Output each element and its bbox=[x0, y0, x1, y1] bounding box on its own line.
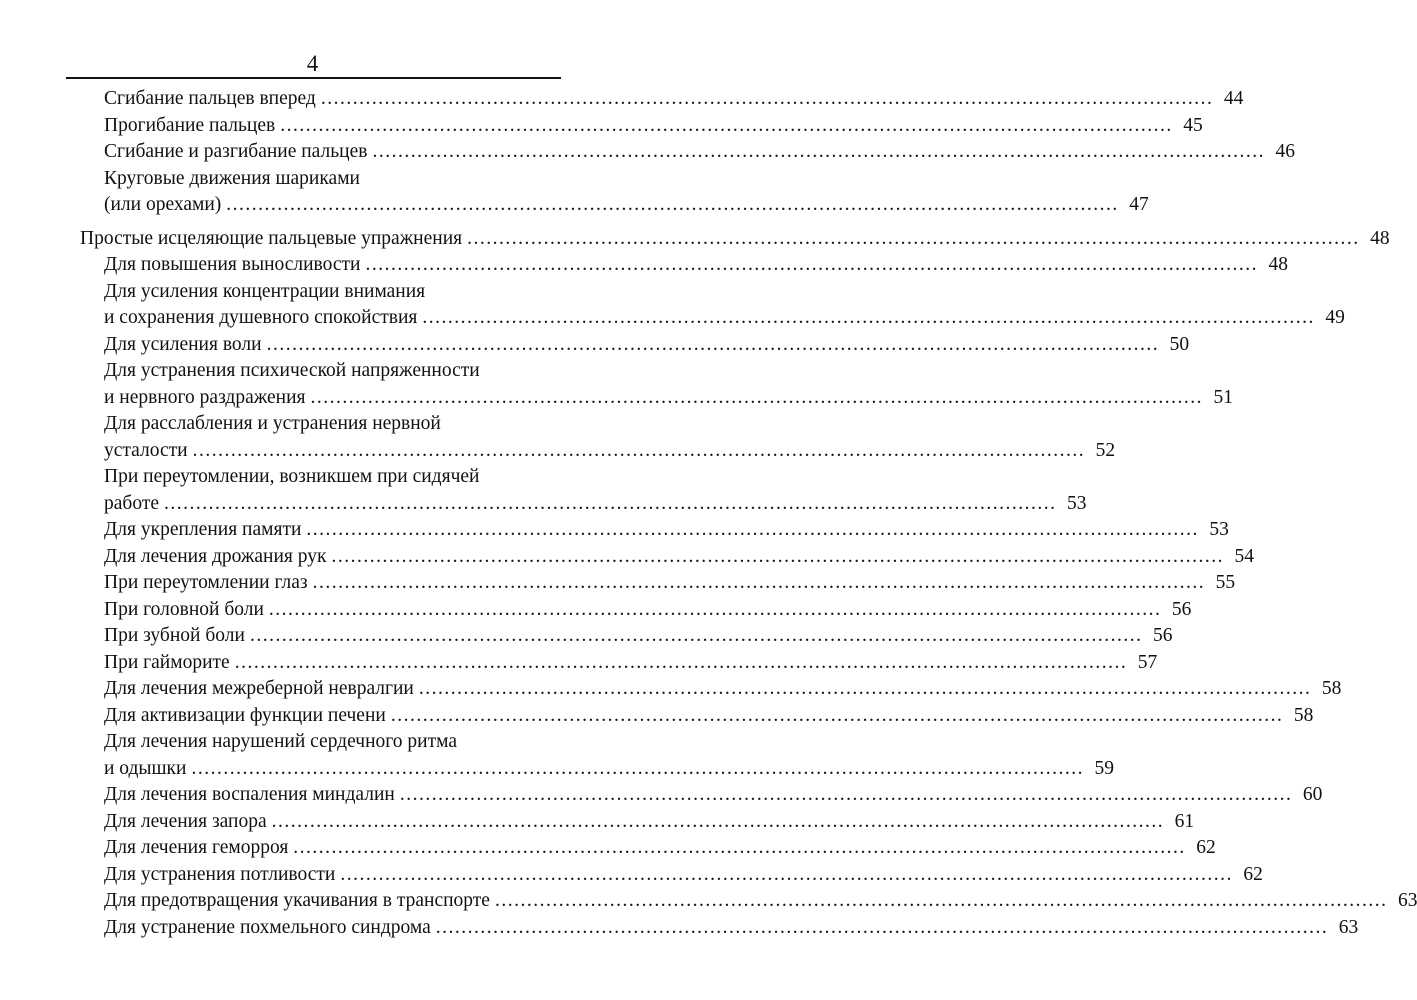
dot-leader: ............................................................................................................................................ bbox=[399, 784, 1293, 805]
toc-entry bbox=[104, 862, 1263, 889]
toc-entry-title-line: Для устранения психической напряженности bbox=[104, 360, 480, 381]
dot-leader: ............................................................................................................................................ bbox=[365, 254, 1258, 275]
dot-leader: ............................................................................................................................................ bbox=[390, 704, 1284, 726]
dot-leader: ............................................................................................................................................ bbox=[422, 307, 1315, 328]
toc-entry-title-line: При переутомлении, возникшем при сидячей bbox=[104, 466, 480, 487]
toc-entry-title-line: (или орехами) bbox=[104, 194, 222, 215]
dot-leader: ............................................................................................................................................ bbox=[320, 88, 1214, 109]
dot-leader: ............................................................................................................................................ bbox=[435, 916, 1329, 938]
toc-entry-title-line: Сгибание и разгибание пальцев bbox=[104, 141, 368, 162]
toc-entry-title-line: Для лечения геморроя bbox=[104, 837, 289, 858]
toc-entry-title-line: При головной боли bbox=[104, 598, 264, 620]
toc-page-number: 53 bbox=[1209, 519, 1229, 540]
toc-entry bbox=[104, 915, 1359, 942]
dot-leader: ............................................................................................................................................ bbox=[293, 837, 1186, 858]
toc-entry bbox=[104, 729, 1114, 782]
toc-entry bbox=[104, 166, 1149, 219]
toc-page-number: 56 bbox=[1171, 598, 1192, 620]
dot-leader: ............................................................................................................................................ bbox=[312, 572, 1206, 593]
toc-entry-title-line: Для повышения выносливости bbox=[104, 254, 361, 275]
toc-entry-title-line: При зубной боли bbox=[104, 625, 245, 646]
toc-entry bbox=[104, 517, 1229, 544]
toc-page-number: 47 bbox=[1129, 194, 1149, 215]
toc-entry-title-line: и сохранения душевного спокойствия bbox=[104, 307, 418, 328]
dot-leader: ............................................................................................................................................ bbox=[192, 439, 1086, 461]
toc-entry bbox=[104, 650, 1158, 677]
toc-entry bbox=[104, 332, 1190, 359]
dot-leader: ............................................................................................................................................ bbox=[266, 333, 1160, 355]
toc-page-number: 46 bbox=[1275, 141, 1295, 162]
dot-leader: ............................................................................................................................................ bbox=[306, 519, 1199, 540]
dot-leader: ............................................................................................................................................ bbox=[271, 810, 1165, 832]
toc-page-number: 62 bbox=[1243, 863, 1263, 885]
toc-entry-title-line: Для лечения воспаления миндалин bbox=[104, 784, 395, 805]
toc-page-number: 59 bbox=[1094, 757, 1114, 779]
dot-leader: ............................................................................................................................................ bbox=[249, 625, 1143, 646]
toc-page-number: 62 bbox=[1196, 837, 1216, 858]
toc-page-number: 57 bbox=[1137, 651, 1158, 673]
dot-leader: ............................................................................................................................................ bbox=[268, 598, 1162, 620]
toc-entry-title-line: Для лечения запора bbox=[104, 810, 267, 832]
toc-entry-title-line: Прогибание пальцев bbox=[104, 114, 276, 136]
toc-entry-title-line: Для укрепления памяти bbox=[104, 519, 302, 540]
toc-page-number: 48 bbox=[1268, 254, 1288, 275]
toc-entry bbox=[104, 279, 1345, 332]
toc-page-number: 52 bbox=[1095, 439, 1116, 461]
toc-entry-title-line: При переутомлении глаз bbox=[104, 572, 308, 593]
toc-entry bbox=[104, 703, 1314, 730]
toc-entry bbox=[104, 597, 1192, 624]
toc-entry-title-line: усталости bbox=[104, 439, 188, 461]
toc-page-number: 54 bbox=[1234, 545, 1254, 567]
toc-entry-title-line: и одышки bbox=[104, 757, 187, 779]
header-rule bbox=[66, 77, 561, 79]
toc-page-number: 63 bbox=[1397, 890, 1417, 911]
dot-leader: ............................................................................................................................................ bbox=[331, 545, 1224, 567]
toc-entry bbox=[104, 570, 1236, 597]
toc-entry-title-line: Сгибание пальцев вперед bbox=[104, 88, 316, 109]
toc-entry-title-line: Для усиления воли bbox=[104, 333, 262, 355]
table-of-contents bbox=[0, 86, 1417, 941]
toc-entry-title-line: Для расслабления и устранения нервной bbox=[104, 413, 441, 434]
toc-entry-title-line: Простые исцеляющие пальцевые упражнения bbox=[80, 227, 463, 249]
toc-entry bbox=[104, 113, 1203, 140]
dot-leader: ............................................................................................................................................ bbox=[234, 651, 1128, 673]
dot-leader: ............................................................................................................................................ bbox=[494, 890, 1388, 911]
toc-entry bbox=[104, 676, 1342, 703]
toc-page-number: 55 bbox=[1215, 572, 1236, 593]
toc-entry bbox=[104, 782, 1323, 809]
toc-entry-title-line: и нервного раздражения bbox=[104, 386, 306, 408]
toc-entry-title-line: Для усиления концентрации внимания bbox=[104, 280, 426, 302]
toc-entry bbox=[104, 86, 1244, 113]
toc-entry-title-line: При гайморите bbox=[104, 651, 230, 673]
toc-entry-title-line: Для лечения дрожания рук bbox=[104, 545, 327, 567]
toc-page-number: 48 bbox=[1370, 227, 1390, 249]
page-number: 4 bbox=[306, 51, 319, 76]
dot-leader: ............................................................................................................................................ bbox=[191, 757, 1084, 779]
toc-page-number: 51 bbox=[1213, 386, 1233, 408]
toc-page-number: 58 bbox=[1321, 678, 1342, 699]
toc-entry-title-line: Для активизации функции печени bbox=[104, 704, 386, 726]
dot-leader: ............................................................................................................................................ bbox=[280, 114, 1173, 136]
toc-entry bbox=[104, 809, 1195, 836]
toc-entry bbox=[104, 464, 1087, 517]
toc-page-number: 63 bbox=[1338, 916, 1359, 938]
toc-page-number: 60 bbox=[1302, 784, 1323, 805]
toc-entry-title-line: Для лечения нарушений сердечного ритма bbox=[104, 731, 457, 752]
toc-entry bbox=[104, 252, 1288, 279]
toc-entry bbox=[104, 544, 1254, 571]
toc-entry bbox=[104, 411, 1116, 464]
toc-entry-title-line: Для устранение похмельного синдрома bbox=[104, 916, 431, 938]
dot-leader: ............................................................................................................................................ bbox=[340, 863, 1233, 885]
toc-page-number: 50 bbox=[1169, 333, 1190, 355]
toc-entry bbox=[104, 139, 1295, 166]
toc-page-number: 45 bbox=[1183, 114, 1203, 136]
toc-entry bbox=[104, 623, 1173, 650]
dot-leader: ............................................................................................................................................ bbox=[164, 492, 1057, 514]
toc-entry bbox=[104, 358, 1233, 411]
toc-page-number: 49 bbox=[1325, 307, 1345, 328]
toc-section-entry bbox=[80, 226, 1390, 253]
dot-leader: ............................................................................................................................................ bbox=[372, 141, 1265, 162]
dot-leader: ............................................................................................................................................ bbox=[467, 227, 1360, 249]
toc-entry bbox=[104, 835, 1216, 862]
toc-entry-title-line: работе bbox=[104, 492, 159, 514]
toc-entry-title-line: Для устранения потливости bbox=[104, 863, 336, 885]
toc-page-number: 61 bbox=[1174, 810, 1195, 832]
dot-leader: ............................................................................................................................................ bbox=[226, 194, 1119, 215]
toc-entry-title-line: Круговые движения шариками bbox=[104, 167, 360, 189]
toc-page-number: 56 bbox=[1152, 625, 1173, 646]
toc-entry bbox=[104, 888, 1417, 915]
dot-leader: ............................................................................................................................................ bbox=[310, 386, 1203, 408]
toc-page-number: 58 bbox=[1293, 704, 1314, 726]
toc-entry-title-line: Для лечения межреберной невралгии bbox=[104, 678, 414, 699]
dot-leader: ............................................................................................................................................ bbox=[418, 678, 1312, 699]
toc-page-number: 53 bbox=[1067, 492, 1087, 514]
toc-entry-title-line: Для предотвращения укачивания в транспорте bbox=[104, 890, 490, 911]
toc-page-number: 44 bbox=[1223, 88, 1244, 109]
